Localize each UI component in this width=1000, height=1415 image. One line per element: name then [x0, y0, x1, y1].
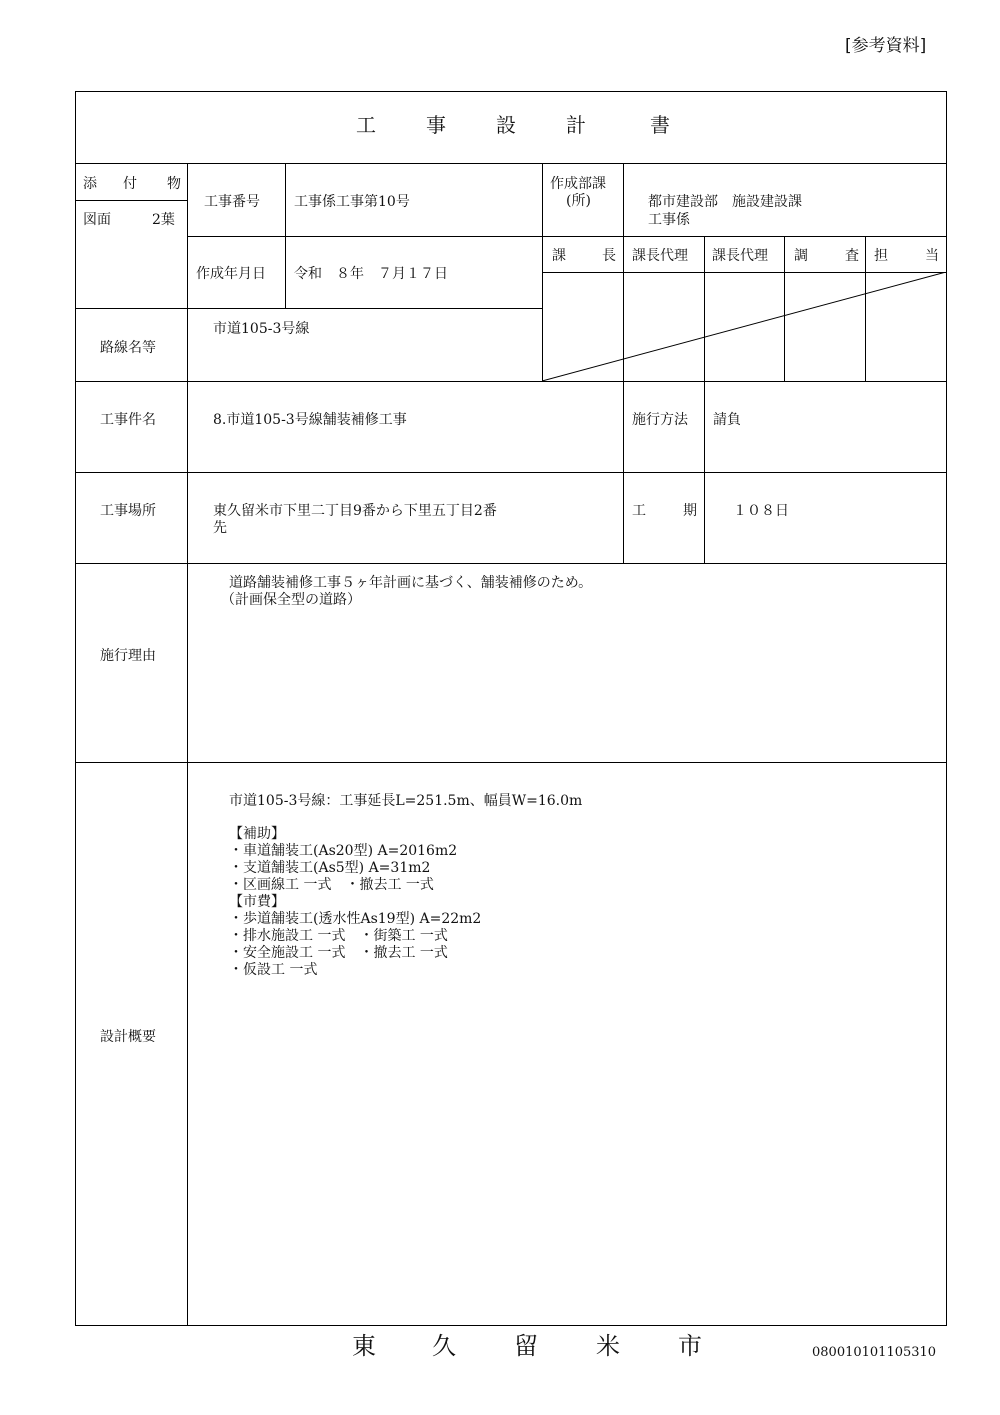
design-line: ・安全施設工 一式 ・撤去工 一式: [229, 945, 448, 961]
period-value: １０８日: [733, 503, 789, 519]
design-line: ・車道舗装工(As20型) A=2016m2: [229, 843, 458, 859]
reference-label: [参考資料]: [845, 36, 927, 56]
title-char: 書: [650, 113, 670, 137]
design-line: 【補助】: [229, 826, 285, 842]
department-label: 作成部課: [550, 176, 606, 192]
design-line: ・仮設工 一式: [229, 962, 318, 978]
attachments-label-char: 付: [123, 176, 137, 192]
location-label: 工事場所: [100, 503, 156, 519]
project-name-value: 8.市道105-3号線舗装補修工事: [213, 412, 407, 428]
reason-line: （計画保全型の道路）: [221, 592, 361, 608]
period-label-char: 工: [632, 503, 646, 519]
city-char: 留: [514, 1332, 538, 1360]
city-char: 東: [352, 1332, 376, 1360]
approval-staff-char: 担: [874, 248, 888, 264]
approval-chief-char: 課: [552, 248, 566, 264]
location-value: 東久留米市下里二丁目9番から下里五丁目2番: [213, 503, 497, 519]
project-number-value: 工事係工事第10号: [294, 194, 410, 210]
creation-date-value: 令和 ８年 ７月１７日: [294, 266, 448, 282]
approval-staff-char: 当: [925, 248, 939, 264]
design-line: ・支道舗装工(As5型) A=31m2: [229, 860, 431, 876]
attachments-label-char: 添: [83, 176, 97, 192]
design-line: ・歩道舗装工(透水性As19型) A=22m2: [229, 911, 482, 927]
reason-label: 施行理由: [100, 648, 156, 664]
attachments-label-char: 物: [167, 176, 181, 192]
drawing-label: 図面: [83, 212, 111, 228]
drawing-count: 2葉: [152, 212, 175, 228]
approval-diagonal-line: [542, 272, 947, 382]
reason-line: 道路舗装補修工事５ヶ年計画に基づく、舗装補修のため。: [229, 575, 593, 591]
design-line: ・区画線工 一式 ・撤去工 一式: [229, 877, 434, 893]
department-value-sub: 工事係: [648, 212, 690, 228]
title-char: 事: [426, 113, 446, 137]
city-char: 市: [678, 1332, 702, 1360]
approval-inspection-char: 査: [845, 248, 859, 264]
title-char: 計: [566, 113, 586, 137]
approval-deputy-2: 課長代理: [712, 248, 768, 264]
city-char: 久: [432, 1332, 456, 1360]
period-label-char: 期: [683, 503, 697, 519]
department-value: 都市建設部 施設建設課: [648, 194, 802, 210]
project-name-label: 工事件名: [100, 412, 156, 428]
method-value: 請負: [713, 412, 741, 428]
route-label: 路線名等: [100, 340, 156, 356]
design-label: 設計概要: [100, 1029, 156, 1045]
design-line: 【市費】: [229, 894, 285, 910]
route-value: 市道105-3号線: [213, 321, 310, 337]
department-label-sub: (所): [566, 193, 591, 209]
document-code: 080010101105310: [812, 1345, 937, 1360]
approval-inspection-char: 調: [794, 248, 808, 264]
approval-deputy-1: 課長代理: [632, 248, 688, 264]
approval-chief-char: 長: [602, 248, 616, 264]
creation-date-label: 作成年月日: [196, 266, 266, 282]
method-label: 施行方法: [632, 412, 688, 428]
title-char: 設: [496, 113, 516, 137]
design-summary: 市道105-3号線：工事延長L=251.5m、幅員W=16.0m: [229, 793, 583, 809]
city-char: 米: [596, 1332, 620, 1360]
project-number-label: 工事番号: [204, 194, 260, 210]
design-line: ・排水施設工 一式 ・街築工 一式: [229, 928, 448, 944]
location-value-cont: 先: [213, 520, 227, 536]
title-char: 工: [356, 113, 376, 137]
